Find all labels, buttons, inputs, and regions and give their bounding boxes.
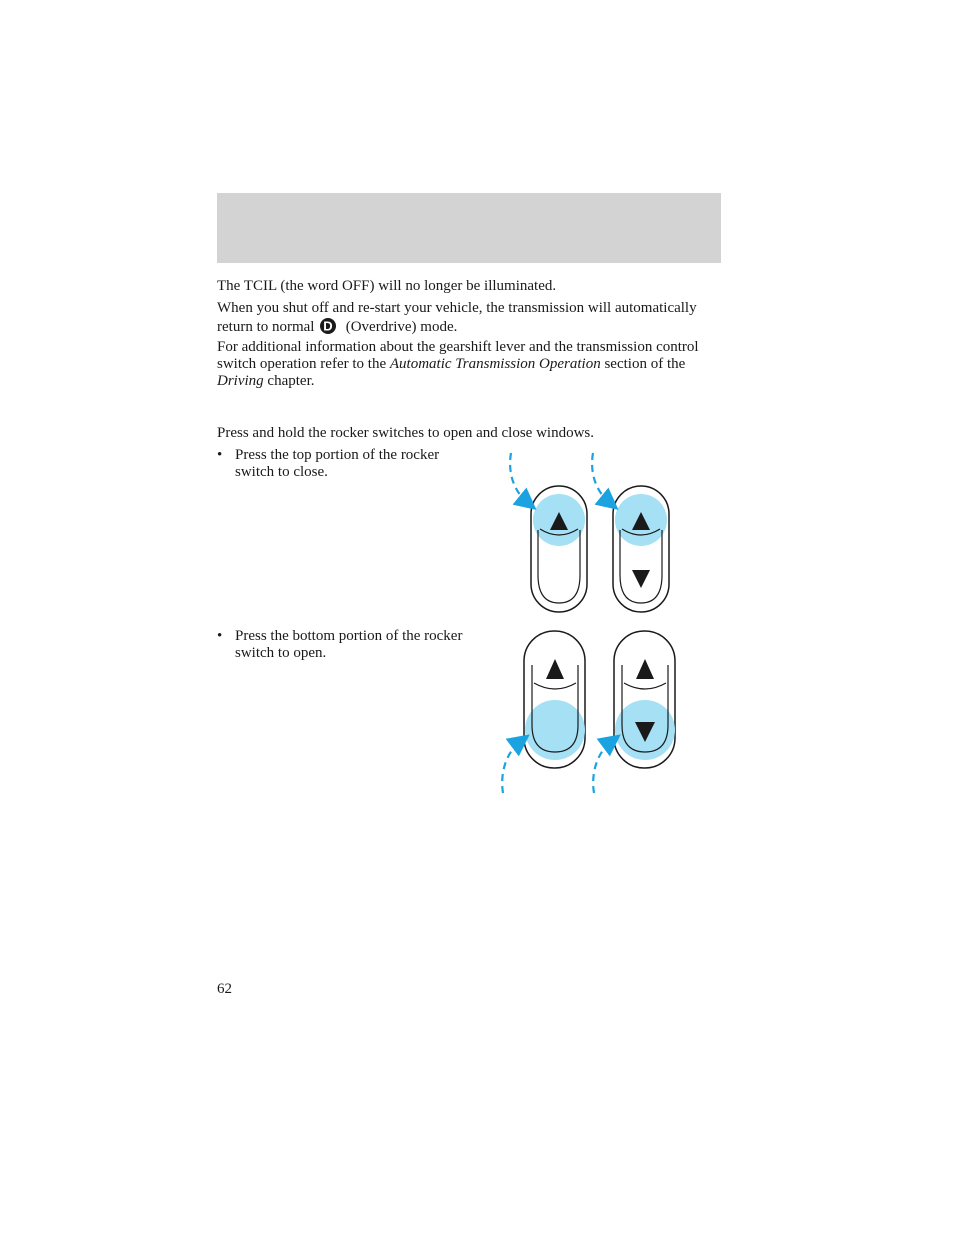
bullet-marker: • bbox=[217, 447, 223, 463]
paragraph-restart-text: When you shut off and re-start your vehicle, the transmission will automatically return to normal bbox=[217, 300, 697, 335]
section-header-band bbox=[217, 193, 721, 263]
paragraph-info-text-2: section of the bbox=[604, 356, 686, 372]
overdrive-icon-letter: D bbox=[323, 318, 333, 334]
pointer-arrow-icon bbox=[502, 741, 521, 793]
paragraph-additional-info bbox=[217, 339, 722, 390]
bullet-open-text: Press the bottom portion of the rocker switch to open. bbox=[235, 628, 463, 661]
paragraph-restart-mode: (Overdrive) mode. bbox=[345, 319, 458, 335]
page-number: 62 bbox=[217, 981, 232, 997]
overdrive-icon bbox=[319, 317, 337, 335]
paragraph-restart bbox=[217, 300, 722, 336]
rocker-switch-left bbox=[524, 631, 585, 768]
close-window-diagram bbox=[500, 445, 690, 620]
paragraph-rocker-switches: Press and hold the rocker switches to open and close windows. bbox=[217, 425, 595, 441]
rocker-switch-right bbox=[614, 631, 675, 768]
rocker-switch-right bbox=[613, 486, 669, 612]
paragraph-info-text-1: For additional information about the gearshift lever and the transmission control switch operation refer to the bbox=[217, 339, 699, 372]
paragraph-tcil: The TCIL (the word OFF) will no longer be illuminated. bbox=[217, 278, 557, 294]
rocker-switch-left bbox=[531, 486, 587, 612]
link-automatic-transmission-operation: Automatic Transmission Operation bbox=[389, 356, 601, 372]
open-window-diagram bbox=[495, 625, 690, 800]
press-highlight-bottom bbox=[525, 700, 585, 760]
link-driving-chapter: Driving bbox=[217, 373, 264, 389]
bullet-marker: • bbox=[217, 628, 223, 644]
pointer-arrow-icon bbox=[592, 453, 610, 503]
paragraph-info-text-3: chapter. bbox=[267, 373, 315, 389]
pointer-arrow-icon bbox=[593, 741, 612, 793]
pointer-arrow-icon bbox=[510, 453, 528, 503]
bullet-close-text: Press the top portion of the rocker switch to close. bbox=[235, 447, 440, 480]
